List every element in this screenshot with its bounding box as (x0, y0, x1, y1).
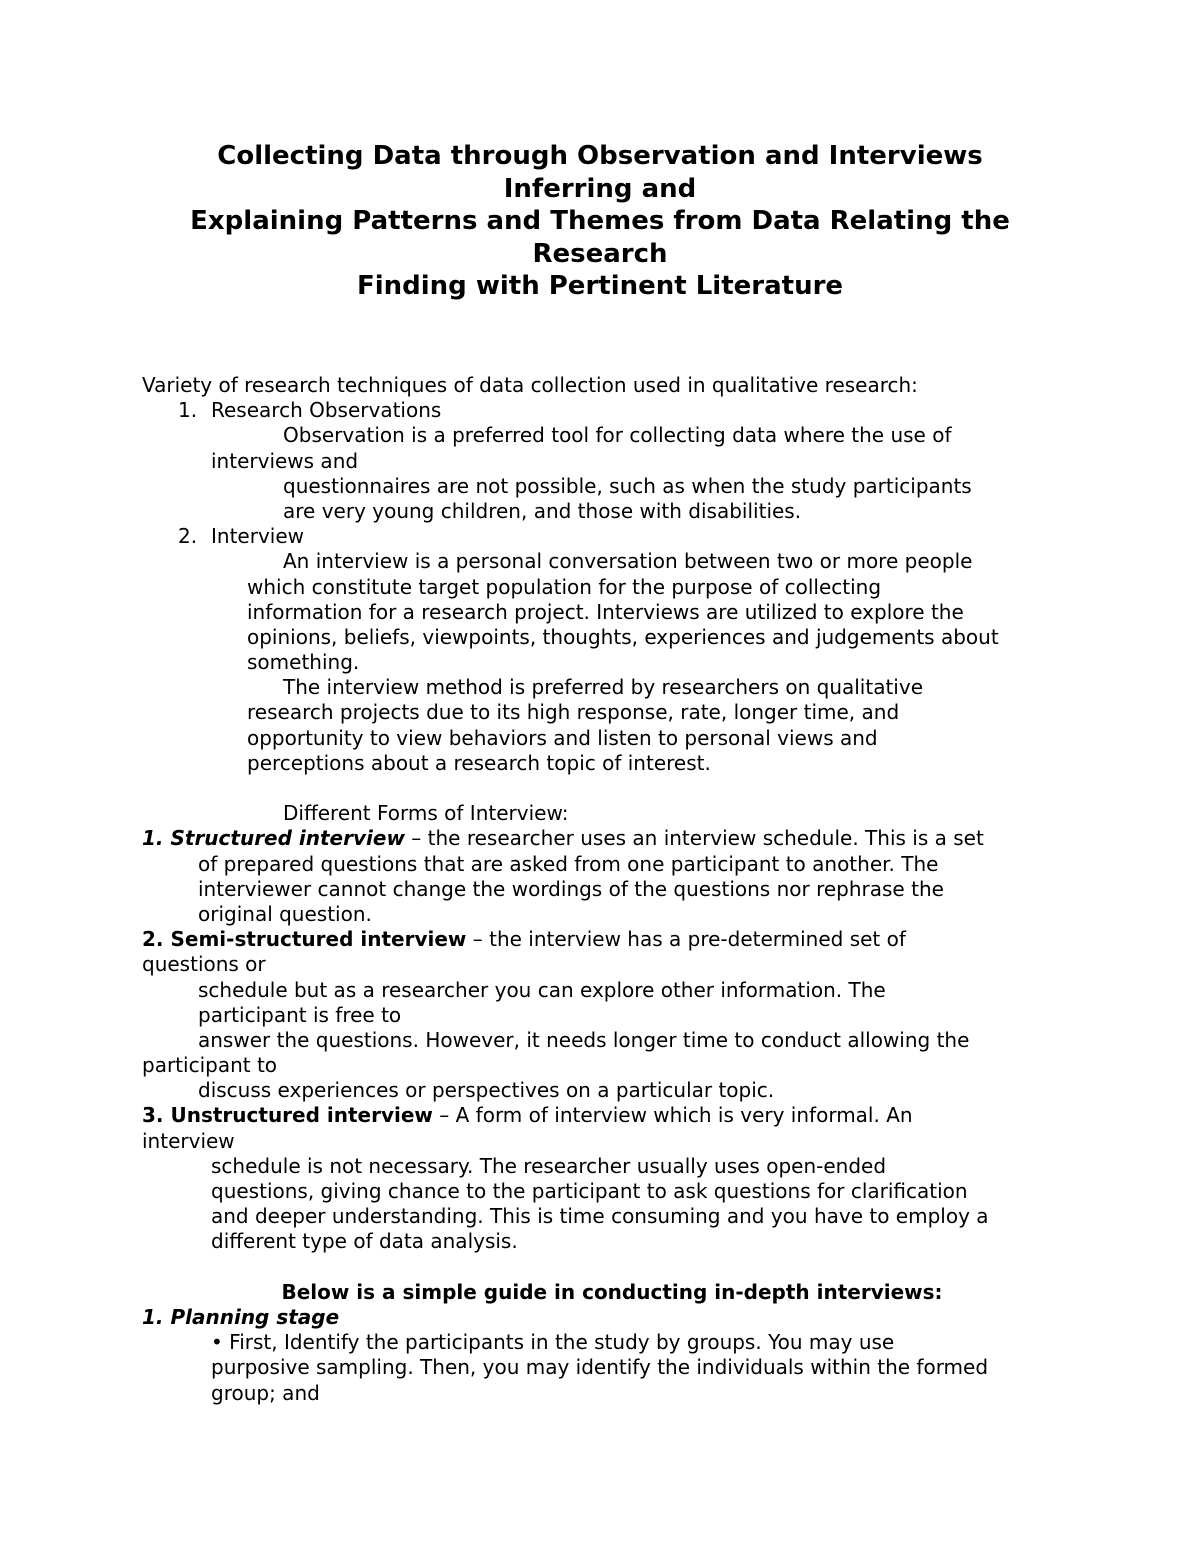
paragraph-line: The interview method is preferred by researchers on qualitative (283, 675, 923, 700)
paragraph-line: participant is free to (198, 1002, 402, 1027)
blank-line (142, 1255, 1082, 1280)
form-label: 2. Semi-structured interview (142, 927, 467, 952)
paragraph-line: which constitute target population for the purpose of collecting (247, 574, 882, 599)
document-title (100, 140, 1100, 303)
paragraph-line: information for a research project. Interviews are utilized to explore the (247, 599, 964, 624)
paragraph-line: group; and (211, 1380, 320, 1405)
form-item-semi-structured (142, 927, 1082, 952)
paragraph-line: discuss experiences or perspectives on a particular topic. (198, 1078, 775, 1103)
guide-heading: Below is a simple guide in conducting in-depth interviews: (281, 1279, 943, 1304)
paragraph-line: questions or (142, 952, 266, 977)
paragraph-line: interview (142, 1128, 235, 1153)
form-item-structured (142, 826, 1082, 851)
form-text: – the researcher uses an interview schedule. This is a set (404, 826, 984, 851)
paragraph-line: of prepared questions that are asked from one participant to another. The (198, 851, 939, 876)
document-body (142, 373, 1082, 1406)
paragraph-line: answer the questions. However, it needs longer time to conduct allowing the (198, 1027, 970, 1052)
stage-heading-planning: 1. Planning stage (142, 1304, 340, 1329)
paragraph-line: participant to (142, 1053, 278, 1078)
paragraph-line: something. (247, 650, 360, 675)
title-line: Explaining Patterns and Themes from Data Relating the (190, 206, 1010, 236)
paragraph-line: interviewer cannot change the wordings of the questions nor rephrase the (198, 876, 944, 901)
list-item-label: Interview (211, 524, 304, 549)
title-line: Finding with Pertinent Literature (356, 271, 844, 301)
paragraph-line: original question. (198, 901, 372, 926)
paragraph-line: perceptions about a research topic of interest. (247, 750, 711, 775)
paragraph-line: different type of data analysis. (211, 1229, 518, 1254)
list-item-interview (142, 524, 1082, 549)
form-text: – the interview has a pre-determined set of (466, 927, 906, 952)
form-label: 3. Unstructured interview (142, 1103, 433, 1128)
paragraph-line: opportunity to view behaviors and listen to personal views and (247, 725, 878, 750)
intro-paragraph: Variety of research techniques of data collection used in qualitative research: (142, 373, 918, 397)
paragraph-line: research projects due to its high response, rate, longer time, and (247, 700, 900, 725)
paragraph-line: are very young children, and those with disabilities. (283, 498, 802, 523)
list-number: 1. (178, 398, 198, 423)
title-line: Collecting Data through Observation and Interviews (217, 141, 983, 171)
blank-line (142, 776, 1082, 801)
bullet-line: • First, Identify the participants in the study by groups. You may use (211, 1330, 895, 1355)
paragraph-line: and deeper understanding. This is time consuming and you have to employ a (211, 1204, 989, 1229)
paragraph-line: schedule but as a researcher you can explore other information. The (198, 977, 886, 1002)
title-line: Inferring and (503, 173, 697, 204)
paragraph-line: purposive sampling. Then, you may identify the individuals within the formed (211, 1355, 989, 1380)
forms-heading: Different Forms of Interview: (283, 801, 569, 826)
list-number: 2. (178, 524, 198, 549)
list-item-label: Research Observations (211, 398, 442, 423)
paragraph-line: Observation is a preferred tool for collecting data where the use of (283, 423, 952, 448)
paragraph-line: interviews and (211, 448, 359, 473)
paragraph-line: opinions, beliefs, viewpoints, thoughts, experiences and judgements about (247, 624, 999, 649)
paragraph-line: questions, giving chance to the participant to ask questions for clarification (211, 1179, 968, 1203)
paragraph-line: questionnaires are not possible, such as when the study participants (283, 473, 972, 498)
paragraph-line: schedule is not necessary. The researcher usually uses open-ended (211, 1153, 887, 1178)
form-text: – A form of interview which is very informal. An (432, 1103, 913, 1128)
form-item-unstructured (142, 1103, 1082, 1128)
paragraph-line: An interview is a personal conversation between two or more people (283, 549, 973, 574)
form-label: 1. Structured interview (142, 826, 405, 851)
list-item-observations (142, 398, 1082, 423)
title-line: Research (532, 238, 668, 269)
